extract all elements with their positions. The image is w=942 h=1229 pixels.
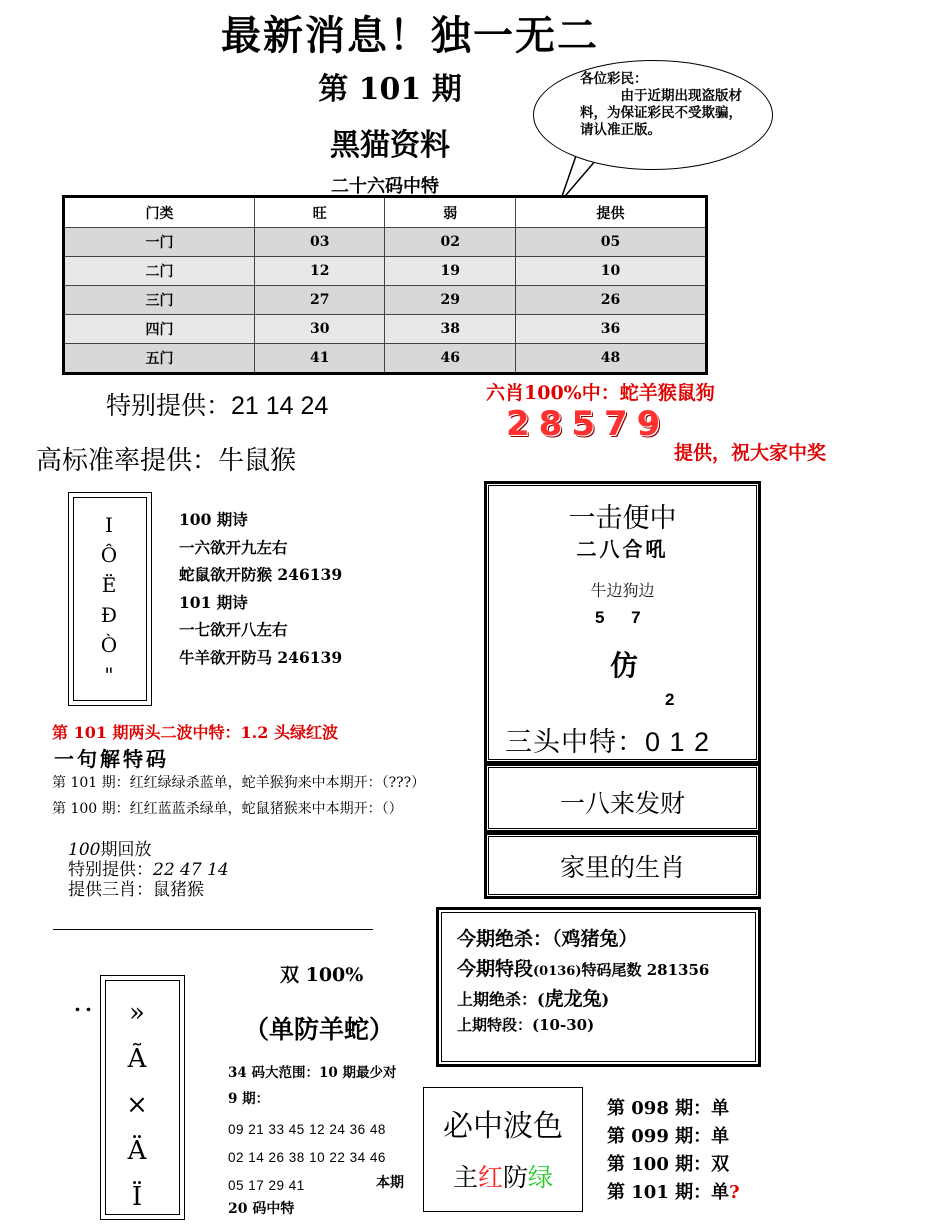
- replay-block: [68, 840, 229, 900]
- current-segment-label: 今期特段: [457, 958, 534, 980]
- current-segment-tail: 特码尾数 281356: [581, 961, 710, 979]
- table-cell: 26: [515, 286, 706, 315]
- poem-line: 101 期诗: [179, 592, 248, 612]
- big-number: 28579: [506, 404, 670, 444]
- poem-line: 一六欲开九左右: [179, 537, 288, 557]
- last-kill-close: ): [601, 990, 610, 1009]
- wave-color-title: 必中波色: [443, 1109, 563, 1144]
- poem-line: 牛羊欲开防马 246139: [179, 647, 343, 667]
- table-row: [64, 257, 707, 286]
- hit-hint: 牛边狗边: [590, 583, 655, 600]
- home-zodiac-text: 家里的生肖: [559, 853, 685, 882]
- six-zodiac: 六肖100%中：蛇羊猴鼠狗: [486, 382, 715, 404]
- hit-subtitle: 二八合吼: [576, 537, 669, 561]
- glyph-column: » Ã × Ä Ï: [126, 998, 148, 1212]
- fortune-text: 一八来发财: [559, 789, 685, 818]
- table-cell: 46: [385, 344, 515, 374]
- last-kill: [457, 984, 609, 1011]
- history-item-text: 第 101 期：单: [607, 1182, 730, 1203]
- range-line: 9 期：: [228, 1091, 270, 1107]
- table-cell: 02: [385, 228, 515, 257]
- replay-special-label: 特别提供：: [68, 860, 153, 880]
- last-kill-value: 虎龙兔: [544, 988, 602, 1010]
- replay-special-value: 22 47 14: [153, 860, 229, 880]
- table-caption: 二十六码中特: [331, 176, 439, 197]
- dots: ..: [74, 992, 96, 1016]
- replay-three-zodiac: 提供三肖：鼠猪猴: [68, 880, 204, 900]
- poem-line: 一七欲开八左右: [179, 620, 288, 639]
- history-item: 第 098 期：单: [607, 1098, 730, 1119]
- table-cell: 03: [255, 228, 385, 257]
- table-cell: 27: [255, 286, 385, 315]
- range-line: 34 码大范围：10 期最少对: [228, 1065, 397, 1081]
- table-cell: 四门: [64, 315, 255, 344]
- history-list: [607, 1095, 740, 1207]
- poem-glyphs: I Ô Ë Ð Ò ": [100, 513, 118, 687]
- table-header: 门类: [64, 197, 255, 228]
- table-header-row: [64, 197, 707, 228]
- riddle-line: 第 100 期：红红蓝蓝杀绿单，蛇鼠猪猴来中本期开：（）: [52, 801, 403, 817]
- bubble-greeting: 各位彩民：: [580, 71, 648, 87]
- table-cell: 29: [385, 286, 515, 315]
- wave-guard-label: 防: [503, 1163, 529, 1192]
- number-list: [228, 1116, 386, 1200]
- table-cell: 38: [385, 315, 515, 344]
- last-kill-label: 上期绝杀：(: [457, 990, 545, 1009]
- source-name: 黑猫资料: [330, 128, 450, 163]
- replay-special: [68, 860, 229, 880]
- table-cell: 三门: [64, 286, 255, 315]
- wave-color-pick: [423, 1158, 583, 1194]
- table-cell: 48: [515, 344, 706, 374]
- hit-number-two: 2: [665, 690, 675, 709]
- table-cell: 30: [255, 315, 385, 344]
- two-head-wave: 第 101 期两头二波中特：1.2 头绿红波: [52, 723, 338, 742]
- wave-red: 红: [477, 1163, 503, 1192]
- table-cell: 二门: [64, 257, 255, 286]
- history-item: [607, 1179, 740, 1207]
- double-percent: 双 100%: [280, 964, 364, 986]
- hit-title: 一击便中: [568, 503, 677, 534]
- hit-numbers: 5 7: [595, 608, 641, 627]
- table-header: 弱: [385, 197, 515, 228]
- history-question-mark: ?: [729, 1182, 740, 1203]
- issue-number: 第 101 期: [318, 72, 462, 107]
- current-segment: [457, 954, 709, 981]
- history-item: 第 099 期：单: [607, 1126, 730, 1147]
- number-row: 05 17 29 41: [228, 1178, 305, 1193]
- high-accuracy-offer: 高标准率提供：牛鼠猴: [36, 445, 297, 475]
- table-row: [64, 344, 707, 374]
- table-cell: 一门: [64, 228, 255, 257]
- current-kill: 今期绝杀：（鸡猪兔）: [457, 928, 638, 950]
- door-table: [62, 195, 708, 375]
- last-segment: 上期特段：(10-30): [457, 1016, 595, 1034]
- poem-block: [179, 506, 342, 671]
- table-cell: 41: [255, 344, 385, 374]
- table-cell: 19: [385, 257, 515, 286]
- current-segment-range: (0136): [533, 964, 582, 979]
- bubble-message: 由于近期出现盗版材料，为保证彩民不受欺骗，请认准正版。: [580, 88, 742, 138]
- this-issue-label: 本期: [376, 1175, 404, 1191]
- table-cell: 五门: [64, 344, 255, 374]
- three-heads: 三头中特：0 1 2: [505, 727, 711, 757]
- wave-green: 绿: [528, 1163, 554, 1192]
- speech-bubble: [533, 60, 773, 170]
- replay-title: [68, 840, 229, 860]
- replay-title-text: 期回放: [100, 840, 152, 860]
- table-header: 提供: [515, 197, 706, 228]
- number-row: 02 14 26 38 10 22 34 46: [228, 1150, 386, 1165]
- good-luck-text: 提供，祝大家中奖: [674, 442, 827, 464]
- table-row: [64, 315, 707, 344]
- poem-line: 蛇鼠欲开防猴 246139: [179, 565, 343, 584]
- table-row: [64, 286, 707, 315]
- riddle-line: 第 101 期：红红绿绿杀蓝单，蛇羊猴狗来中本期开：（???）: [52, 775, 426, 791]
- number-row: 09 21 33 45 12 24 36 48: [228, 1122, 386, 1137]
- single-guard: （单防羊蛇）: [244, 1015, 395, 1044]
- hit-char: 仿: [610, 649, 639, 682]
- table-cell: 10: [515, 257, 706, 286]
- poem-line: 100 期诗: [179, 510, 248, 529]
- divider: [53, 929, 373, 930]
- riddle-heading: 一句解特码: [54, 747, 169, 771]
- page-title: 最新消息！独一无二: [221, 12, 599, 59]
- table-header: 旺: [255, 197, 385, 228]
- table-cell: 12: [255, 257, 385, 286]
- replay-issue: 100: [68, 840, 101, 860]
- twenty-code: 20 码中特: [228, 1201, 295, 1217]
- table-cell: 36: [515, 315, 706, 344]
- wave-main-label: 主: [452, 1163, 478, 1192]
- history-item: 第 100 期：双: [607, 1154, 730, 1175]
- table-cell: 05: [515, 228, 706, 257]
- special-offer: 特别提供：21 14 24: [106, 392, 329, 420]
- table-row: [64, 228, 707, 257]
